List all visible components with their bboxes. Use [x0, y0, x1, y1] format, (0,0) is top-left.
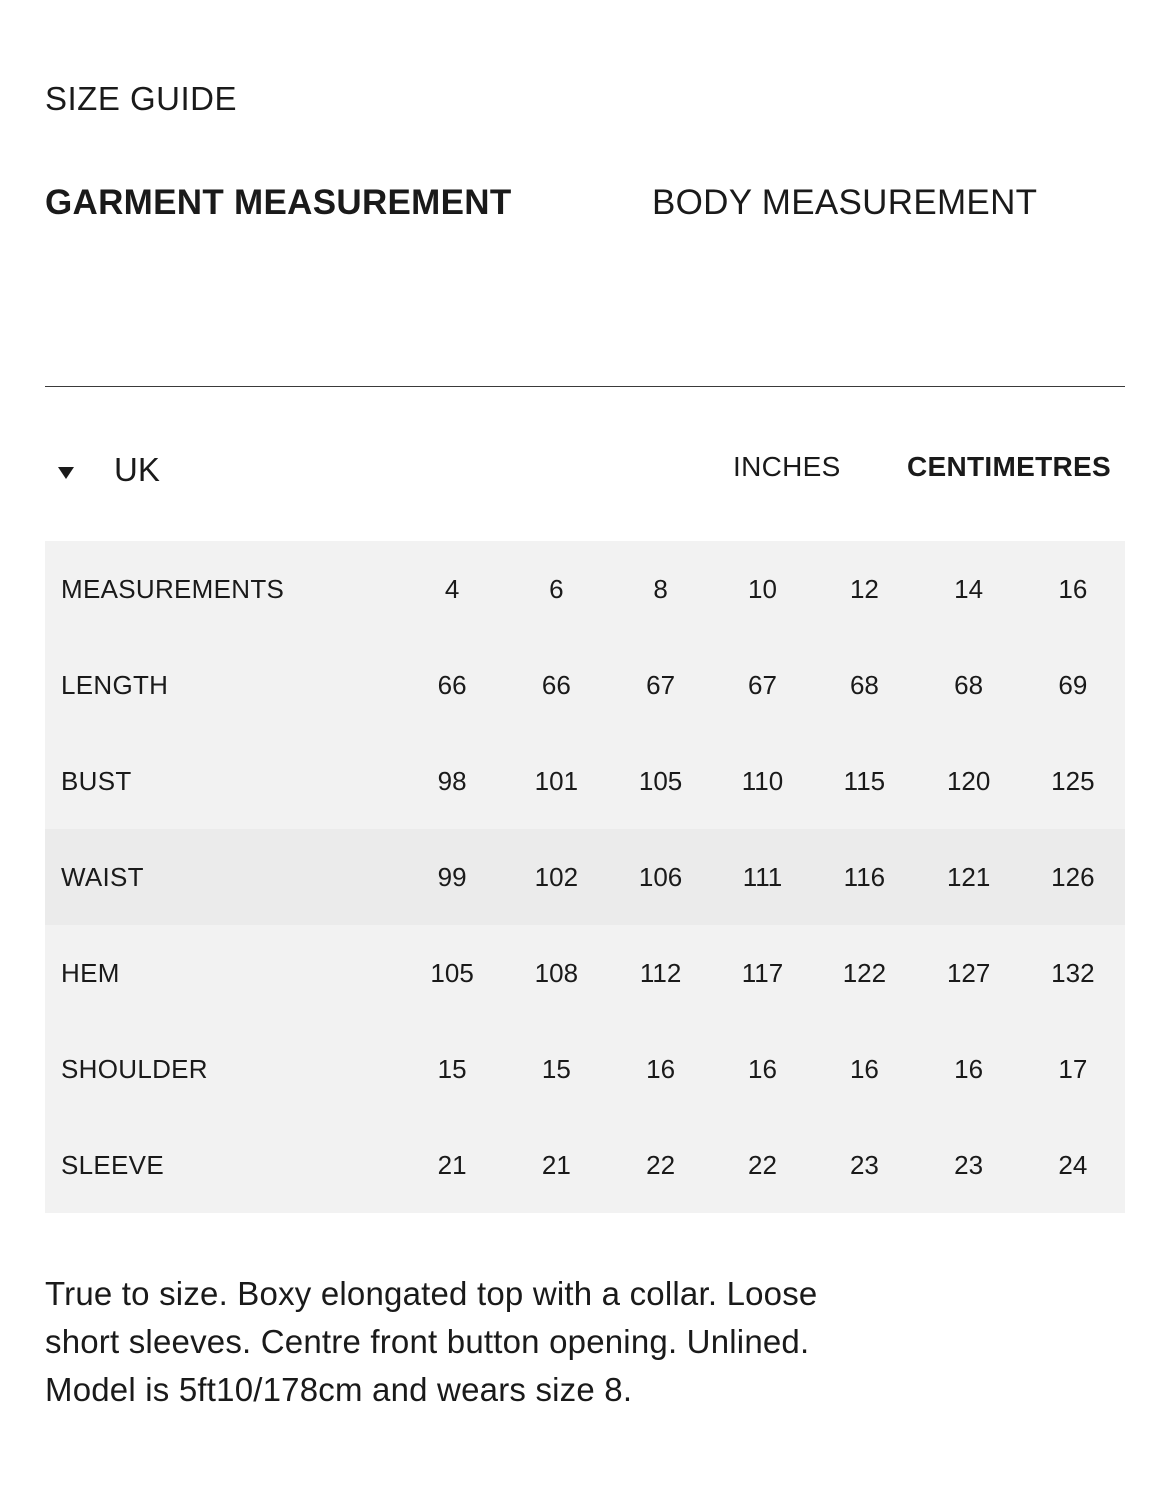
- description-line: Model is 5ft10/178cm and wears size 8.: [45, 1371, 633, 1408]
- table-cell: 98: [437, 765, 467, 796]
- table-row-waist: [45, 829, 1125, 925]
- table-cell: 15: [541, 1053, 571, 1084]
- table-cell: 16: [954, 1053, 984, 1084]
- table-cell: 22: [646, 1149, 676, 1180]
- table-cell: 115: [843, 765, 886, 796]
- table-cell: 121: [917, 829, 1021, 925]
- row-label: BUST: [61, 765, 132, 796]
- table-cell: 16: [748, 1053, 777, 1084]
- row-label: SHOULDER: [61, 1053, 208, 1084]
- row-label: WAIST: [45, 829, 400, 925]
- table-cell: 111: [713, 829, 813, 925]
- table-cell: 112: [639, 957, 682, 988]
- table-cell: 106: [608, 829, 712, 925]
- table-cell: 22: [748, 1149, 777, 1180]
- table-cell: 117: [741, 957, 784, 988]
- measurement-tabs: [45, 183, 1125, 227]
- table-cell: 24: [1058, 1149, 1088, 1180]
- table-cell: 67: [646, 669, 676, 700]
- table-cell: 15: [437, 1053, 467, 1084]
- table-cell: 67: [748, 669, 777, 700]
- description-line: short sleeves. Centre front button opening. Unlined.: [45, 1323, 810, 1360]
- table-cell: 68: [954, 669, 984, 700]
- tab-body-measurement[interactable]: BODY MEASUREMENT: [652, 183, 1038, 222]
- table-cell: 66: [541, 669, 571, 700]
- section-divider: [45, 386, 1125, 387]
- tab-garment-measurement[interactable]: GARMENT MEASUREMENT: [45, 183, 512, 222]
- table-cell: 17: [1058, 1053, 1088, 1084]
- page-title: SIZE GUIDE: [45, 80, 238, 117]
- size-table: [45, 541, 1125, 1213]
- table-cell: 21: [541, 1149, 571, 1180]
- table-row-shoulder: [45, 1021, 1125, 1117]
- table-cell: 69: [1058, 669, 1088, 700]
- table-cell: 127: [946, 957, 991, 988]
- row-label: SLEEVE: [61, 1149, 164, 1180]
- table-cell: 125: [1051, 765, 1095, 796]
- size-header-cell: 12: [849, 573, 879, 604]
- size-header-cell: 4: [444, 573, 460, 604]
- table-header-label: MEASUREMENTS: [61, 573, 285, 604]
- row-label: HEM: [61, 957, 120, 988]
- size-header-cell: 6: [549, 573, 564, 604]
- description-line: True to size. Boxy elongated top with a collar. Loose: [45, 1275, 818, 1312]
- region-dropdown[interactable]: [58, 448, 160, 492]
- table-cell: 23: [849, 1149, 879, 1180]
- table-header-row: [45, 541, 1125, 637]
- table-row-bust: [45, 733, 1125, 829]
- size-header-cell: 14: [954, 573, 984, 604]
- table-cell: 116: [812, 829, 916, 925]
- table-cell: 16: [849, 1053, 879, 1084]
- table-cell: 120: [946, 765, 991, 796]
- table-cell: 68: [849, 669, 879, 700]
- unit-toggle-inches[interactable]: INCHES: [733, 451, 841, 482]
- row-label: LENGTH: [61, 669, 169, 700]
- table-cell: 66: [437, 669, 467, 700]
- table-cell: 99: [400, 829, 504, 925]
- size-header-cell: 10: [748, 573, 777, 604]
- table-cell: 102: [504, 829, 608, 925]
- table-cell: 132: [1051, 957, 1095, 988]
- table-cell: 101: [534, 765, 579, 796]
- unit-toggle-centimetres[interactable]: CENTIMETRES: [907, 451, 1111, 482]
- table-cell: 126: [1021, 829, 1125, 925]
- table-cell: 23: [954, 1149, 984, 1180]
- table-cell: 21: [437, 1149, 467, 1180]
- caret-down-icon: [58, 467, 74, 479]
- table-cell: 110: [741, 765, 784, 796]
- table-cell: 105: [430, 957, 474, 988]
- table-cell: 105: [638, 765, 683, 796]
- table-cell: 108: [534, 957, 579, 988]
- size-header-cell: 8: [653, 573, 668, 604]
- table-row-hem: [45, 925, 1125, 1021]
- table-cell: 122: [842, 957, 887, 988]
- region-selected-value: UK: [114, 451, 160, 488]
- product-description: [45, 1270, 945, 1414]
- table-row-sleeve: [45, 1117, 1125, 1213]
- table-row-length: [45, 637, 1125, 733]
- size-header-cell: 16: [1058, 573, 1088, 604]
- table-cell: 16: [646, 1053, 676, 1084]
